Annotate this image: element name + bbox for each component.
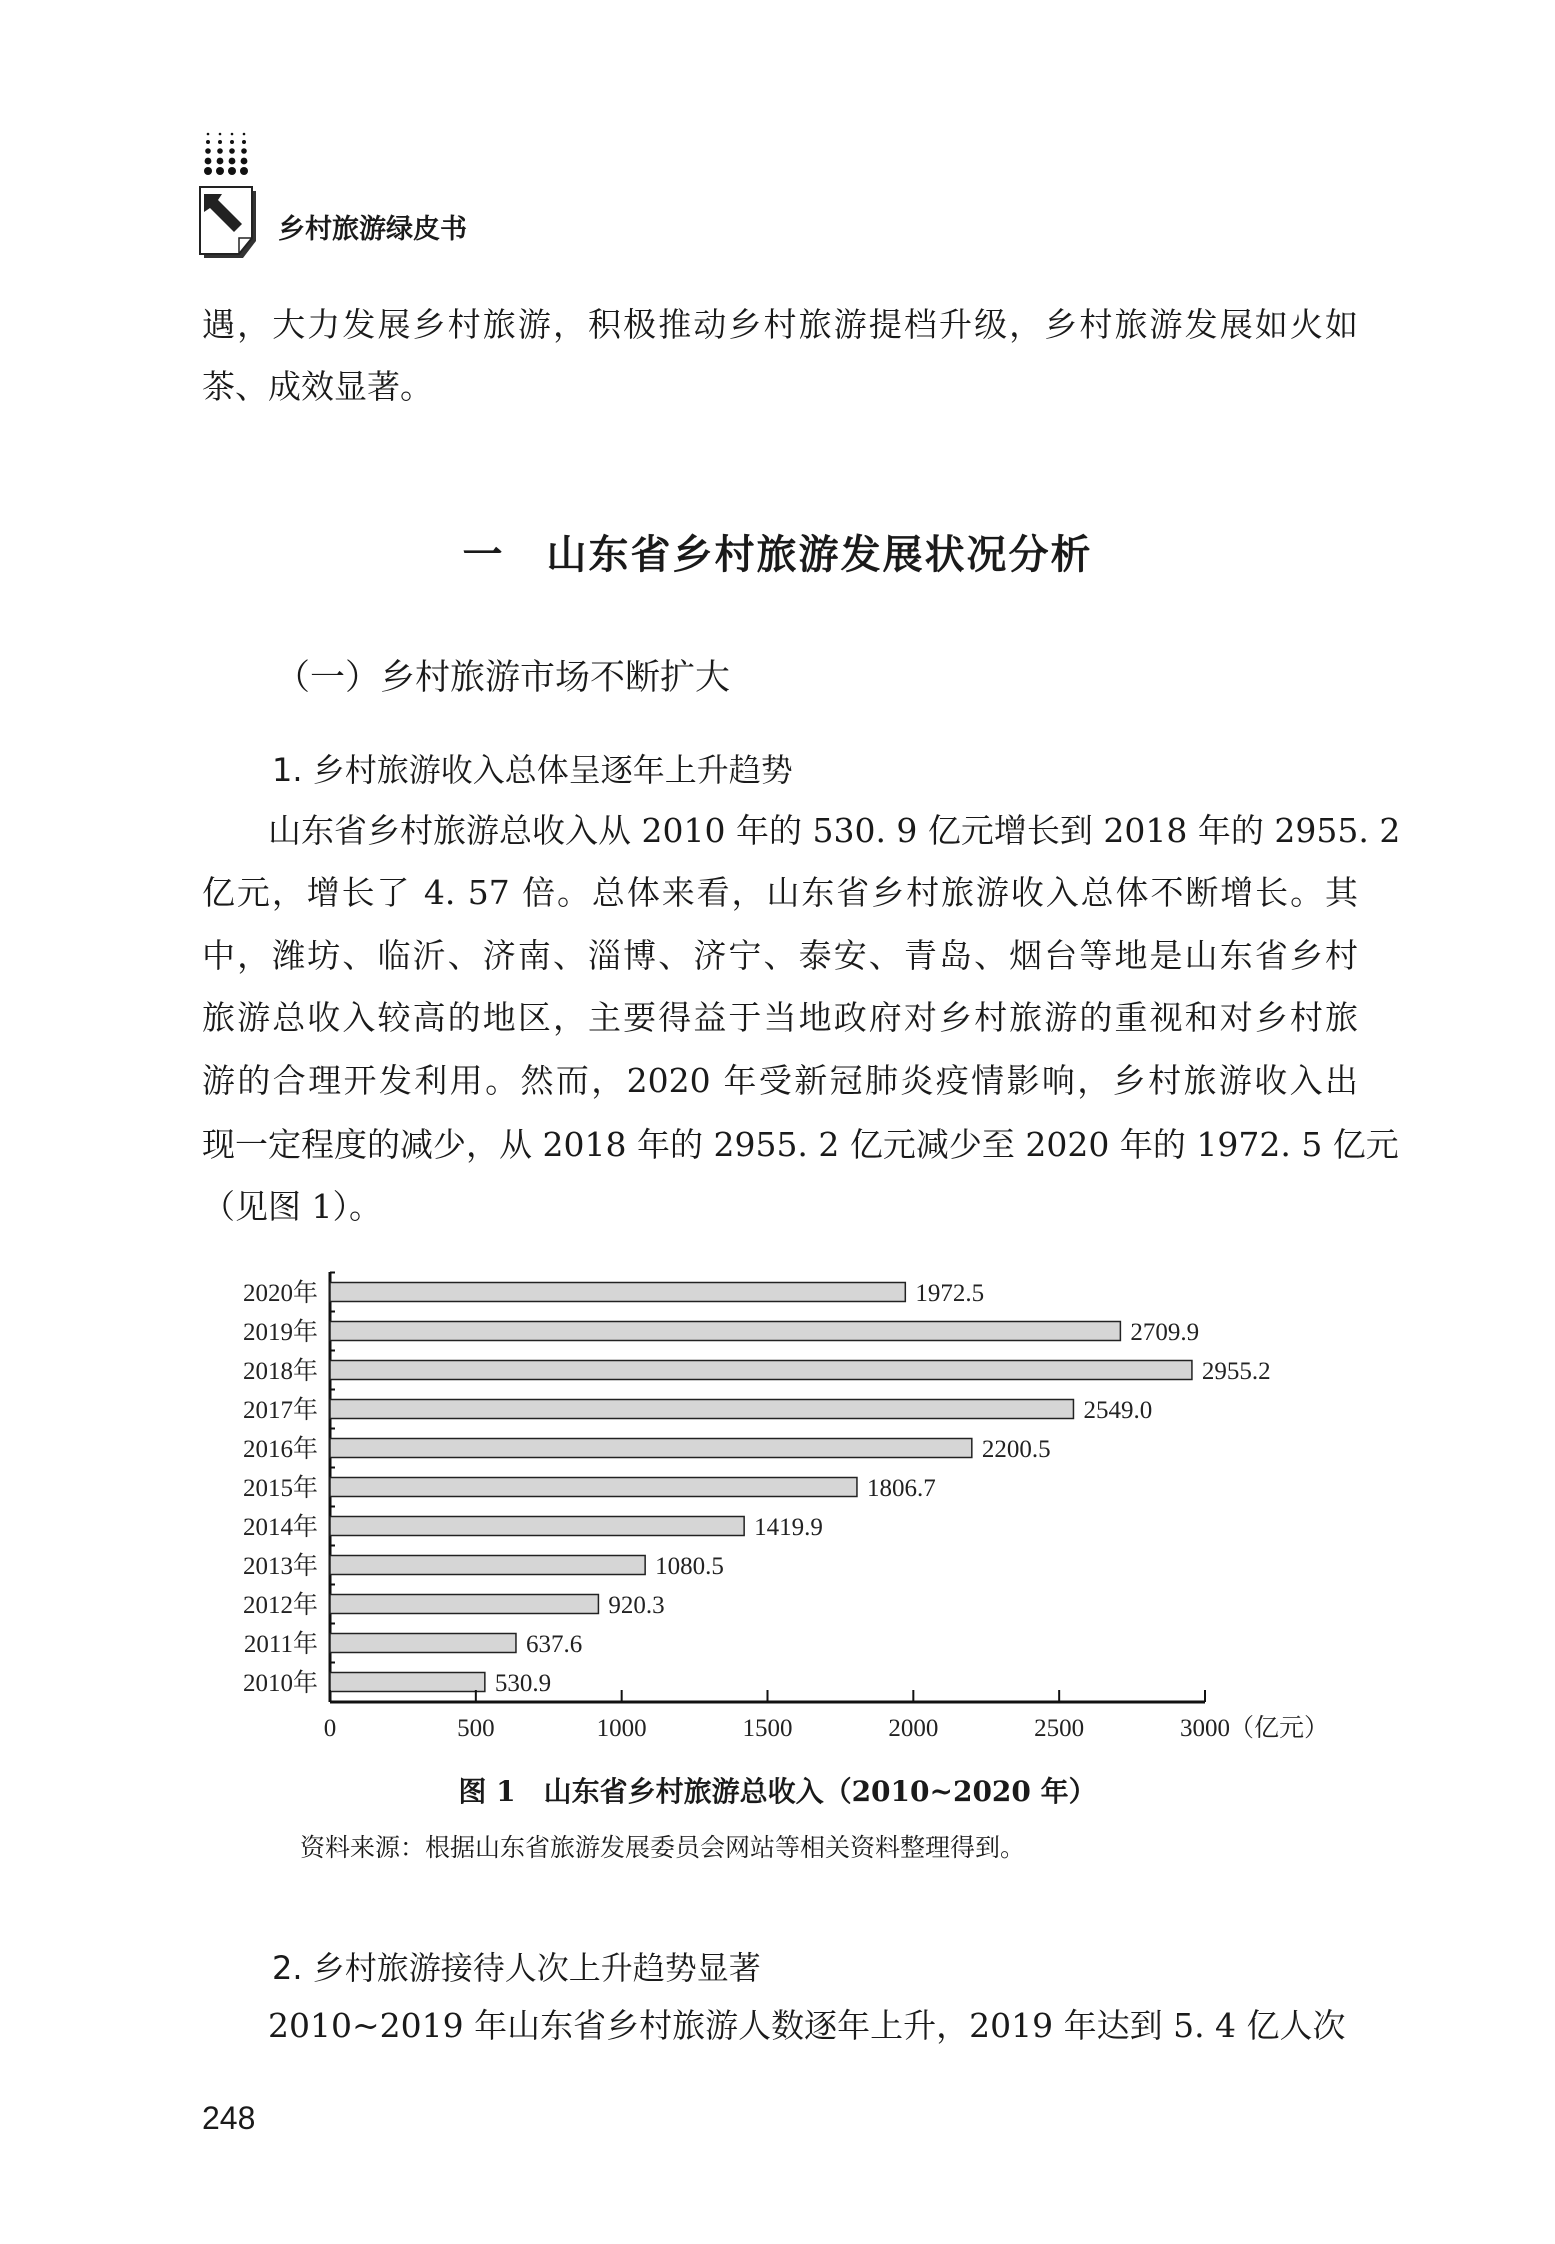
category-label: 2014年 bbox=[242, 1514, 318, 1541]
data-label: 1972.5 bbox=[915, 1280, 985, 1307]
book-title: 乡村旅游绿皮书 bbox=[278, 214, 467, 245]
category-label: 2011年 bbox=[243, 1631, 318, 1658]
figure-caption: 图 1 山东省乡村旅游总收入（2010~2020 年） bbox=[458, 1775, 1097, 1808]
bar bbox=[330, 1361, 1192, 1380]
category-label: 2015年 bbox=[242, 1475, 318, 1502]
x-tick-label: 2500 bbox=[1034, 1715, 1085, 1742]
data-label: 2200.5 bbox=[981, 1436, 1051, 1463]
bar bbox=[330, 1322, 1120, 1341]
bar bbox=[330, 1595, 598, 1614]
data-label: 1419.9 bbox=[754, 1514, 823, 1541]
x-tick-label: 3000 bbox=[1180, 1715, 1230, 1742]
page-number: 248 bbox=[202, 2100, 256, 2136]
category-label: 2013年 bbox=[242, 1553, 318, 1580]
x-axis-unit: （亿元） bbox=[1229, 1715, 1330, 1742]
category-label: 2016年 bbox=[242, 1436, 318, 1463]
section-title: 一 山东省乡村旅游发展状况分析 bbox=[462, 531, 1093, 578]
point-title: 1. 乡村旅游收入总体呈逐年上升趋势 bbox=[272, 751, 793, 789]
category-label: 2019年 bbox=[242, 1319, 318, 1346]
data-label: 1080.5 bbox=[655, 1553, 724, 1580]
bar bbox=[330, 1439, 972, 1458]
x-tick-label: 500 bbox=[457, 1715, 495, 1742]
data-label: 2549.0 bbox=[1083, 1397, 1153, 1424]
data-label: 2955.2 bbox=[1201, 1358, 1271, 1385]
category-label: 2018年 bbox=[242, 1358, 318, 1385]
x-tick-label: 1500 bbox=[742, 1715, 793, 1742]
body-text-line: 2010~2019 年山东省乡村旅游人数逐年上升，2019 年达到 5. 4 亿人次 bbox=[202, 2006, 1346, 2045]
figure-source: 资料来源：根据山东省旅游发展委员会网站等相关资料整理得到。 bbox=[300, 1833, 1026, 1862]
bar bbox=[330, 1400, 1073, 1419]
x-tick-label: 1000 bbox=[596, 1715, 647, 1742]
data-label: 2709.9 bbox=[1130, 1319, 1200, 1346]
data-label: 1806.7 bbox=[866, 1475, 936, 1502]
category-label: 2010年 bbox=[242, 1670, 318, 1697]
body-text-line: 游的合理开发利用。然而，2020 年受新冠肺炎疫情影响，乡村旅游收入出 bbox=[202, 1061, 1358, 1100]
body-text-line: 中，潍坊、临沂、济南、淄博、济宁、泰安、青岛、烟台等地是山东省乡村 bbox=[202, 936, 1358, 975]
bar bbox=[330, 1634, 516, 1653]
bar bbox=[330, 1478, 857, 1497]
bar bbox=[330, 1673, 485, 1692]
category-label: 2012年 bbox=[242, 1592, 318, 1619]
data-label: 530.9 bbox=[494, 1670, 552, 1697]
category-label: 2020年 bbox=[242, 1280, 318, 1307]
x-tick-label: 0 bbox=[323, 1715, 337, 1742]
bar bbox=[330, 1556, 645, 1575]
body-text-line: 现一定程度的减少，从 2018 年的 2955. 2 亿元减少至 2020 年的 1972. 5 亿元 bbox=[202, 1125, 1399, 1164]
body-text-line: 茶、成效显著。 bbox=[202, 367, 433, 406]
x-tick-label: 2000 bbox=[888, 1715, 939, 1742]
body-text-line: 亿元，增长了 4. 57 倍。总体来看，山东省乡村旅游收入总体不断增长。其 bbox=[202, 873, 1358, 912]
category-label: 2017年 bbox=[242, 1397, 318, 1424]
data-label: 637.6 bbox=[525, 1631, 583, 1658]
body-text-line: 旅游总收入较高的地区，主要得益于当地政府对乡村旅游的重视和对乡村旅 bbox=[202, 998, 1358, 1037]
subsection-title: （一）乡村旅游市场不断扩大 bbox=[275, 658, 731, 698]
body-text-line: （见图 1）。 bbox=[202, 1187, 382, 1226]
point-title: 2. 乡村旅游接待人次上升趋势显著 bbox=[272, 1949, 761, 1987]
body-text-line: 遇，大力发展乡村旅游，积极推动乡村旅游提档升级，乡村旅游发展如火如 bbox=[202, 305, 1358, 344]
data-label: 920.3 bbox=[608, 1592, 665, 1619]
bar bbox=[330, 1517, 744, 1536]
bar bbox=[330, 1283, 905, 1302]
body-text-line: 山东省乡村旅游总收入从 2010 年的 530. 9 亿元增长到 2018 年的 2955. 2 bbox=[202, 811, 1401, 850]
